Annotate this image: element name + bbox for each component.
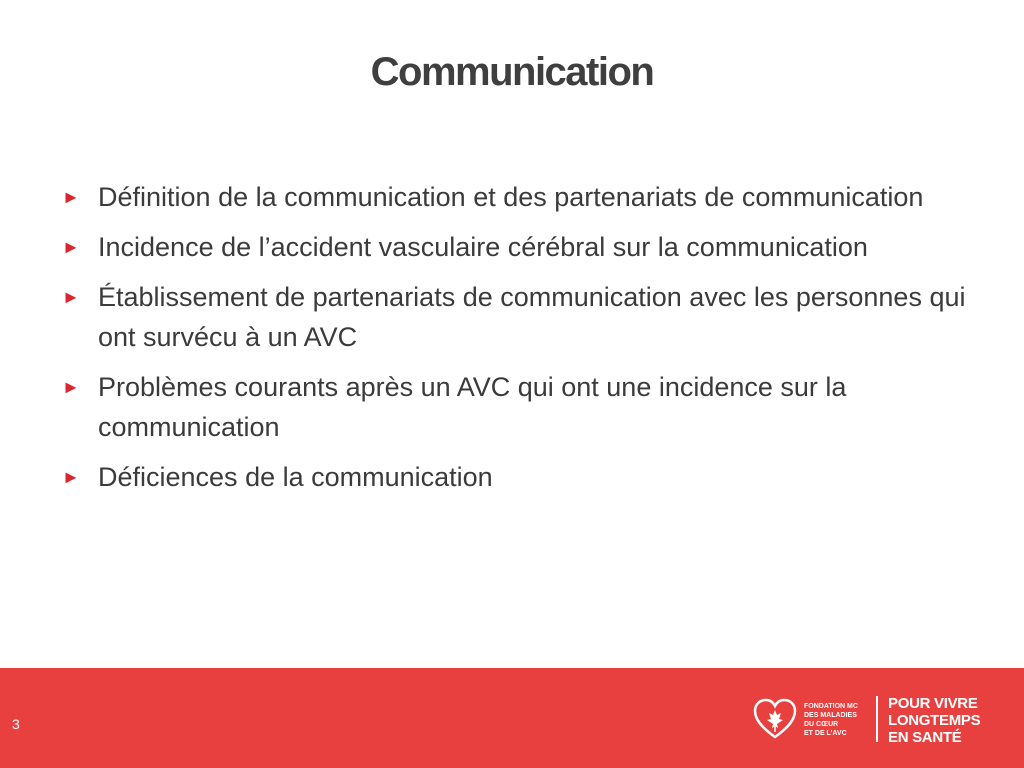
bullet-item <box>60 177 980 217</box>
bullet-item <box>60 277 980 357</box>
bullet-item <box>60 367 980 447</box>
org-name-line: DES MALADIES <box>804 712 857 719</box>
slogan-line: LONGTEMPS <box>888 712 981 729</box>
page-number: 3 <box>12 716 20 732</box>
footer-bar <box>0 668 1024 768</box>
bullet-text: Définition de la communication et des partenariats de communication <box>98 182 924 212</box>
foundation-logo <box>752 692 1002 748</box>
bullet-arrow-icon: ► <box>62 237 80 257</box>
logo-divider <box>876 696 878 742</box>
bullet-text: Incidence de l’accident vasculaire cérébral sur la communication <box>98 232 868 262</box>
bullet-text: Déficiences de la communication <box>98 462 493 492</box>
org-name <box>804 702 870 738</box>
bullet-item <box>60 457 980 497</box>
org-name-line: ET DE L’AVC <box>804 730 847 737</box>
bullet-arrow-icon: ► <box>62 467 80 487</box>
bullet-list <box>60 177 980 507</box>
slogan-line: POUR VIVRE <box>888 695 978 712</box>
org-name-line: FONDATION MC <box>804 703 858 710</box>
slogan-line: EN SANTÉ <box>888 729 962 746</box>
bullet-arrow-icon: ► <box>62 377 80 397</box>
bullet-arrow-icon: ► <box>62 287 80 307</box>
bullet-item <box>60 227 980 267</box>
slogan <box>888 695 980 746</box>
heart-maple-leaf-icon <box>752 696 798 742</box>
bullet-text: Problèmes courants après un AVC qui ont une incidence sur la communication <box>98 372 847 442</box>
bullet-arrow-icon: ► <box>62 187 80 207</box>
bullet-text: Établissement de partenariats de communication avec les personnes qui ont survécu à un AVC <box>98 282 966 352</box>
slide-title: Communication <box>370 50 654 94</box>
org-name-line: DU CŒUR <box>804 721 839 728</box>
